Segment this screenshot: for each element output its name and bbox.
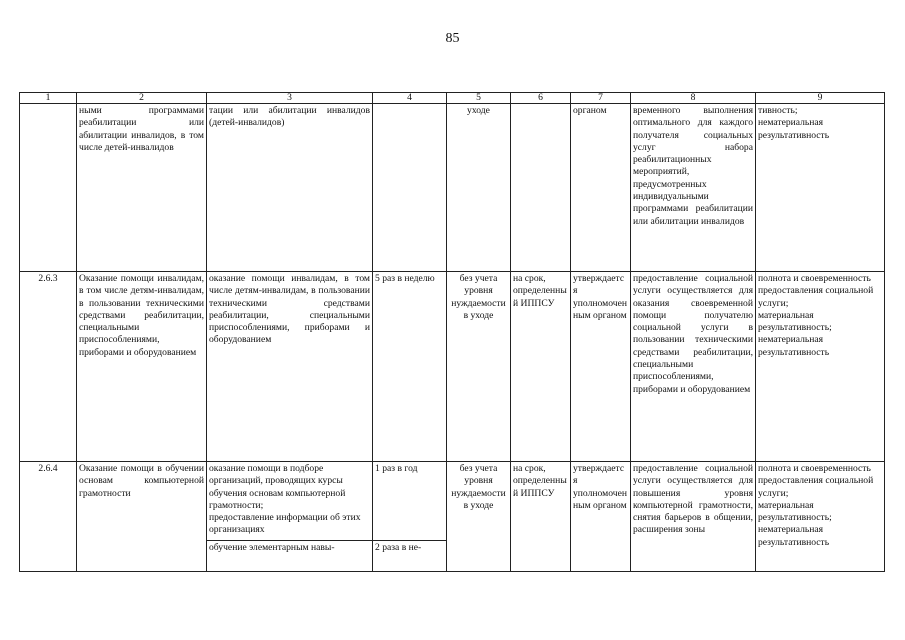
table-header-row (20, 93, 885, 104)
service-terms: уходе (447, 104, 511, 272)
service-quality: тивность; нематериальная результативность (756, 104, 885, 272)
service-frequency (373, 104, 447, 272)
service-period (511, 104, 571, 272)
column-header: 6 (511, 93, 571, 104)
column-header: 8 (631, 93, 756, 104)
column-header: 4 (373, 93, 447, 104)
service-quality: полнота и своевременность предоставления социальной услуги; материальная результативность; нематериальная результативность (756, 462, 885, 572)
table-row (20, 104, 885, 272)
service-content-cell (207, 462, 373, 572)
row-number: 2.6.4 (20, 462, 77, 572)
service-approval: утверждается уполномоченным органом (571, 272, 631, 462)
column-header: 5 (447, 93, 511, 104)
row-number (20, 104, 77, 272)
service-frequency-cell (373, 462, 447, 572)
service-quality: полнота и своевременность предоставления социальной услуги; материальная результативность; нематериальная результативность (756, 272, 885, 462)
column-header: 9 (756, 93, 885, 104)
service-frequency: 5 раз в неделю (373, 272, 447, 462)
service-name: Оказание помощи в обучении основам компьютерной грамотности (77, 462, 207, 572)
service-content: оказание помощи в подборе организаций, проводящих курсы обучения основам компьютерной грамотности; предоставление информации об этих организациях (209, 463, 361, 536)
service-period: на срок, определенный ИППСУ (511, 272, 571, 462)
service-terms: без учета уровня нуждаемости в уходе (447, 272, 511, 462)
column-header: 3 (207, 93, 373, 104)
service-name: ными программами реабилитации или абилитации инвалидов, в том числе детей-инвалидов (77, 104, 207, 272)
service-content: тации или абилитации инвалидов (детей-инвалидов) (207, 104, 373, 272)
service-name: Оказание помощи инвалидам, в том числе детям-инвалидам, в пользовании техническими средствами реабилитации, специальными приспособлениями, приборами и оборудованием (77, 272, 207, 462)
service-terms: без учета уровня нуждаемости в уходе (447, 462, 511, 572)
service-content: оказание помощи инвалидам, в том числе детям-инвалидам, в пользовании техническими средствами реабилитации, специальными приспособлениями, приборами и оборудованием (207, 272, 373, 462)
service-approval: органом (571, 104, 631, 272)
table-row (20, 462, 885, 572)
services-table (19, 92, 885, 572)
service-conditions: временного выполнения оптимального для каждого получателя социальных услуг набора реабилитационных мероприятий, предусмотренных индивидуальными программами реабилитации или абилитации инвалидов (631, 104, 756, 272)
column-header: 7 (571, 93, 631, 104)
service-content-sub: обучение элементарным навы- (207, 540, 372, 554)
service-frequency-sub: 2 раза в не- (373, 540, 446, 554)
service-frequency: 1 раз в год (375, 463, 418, 474)
table-row (20, 272, 885, 462)
service-approval: утверждается уполномоченным органом (571, 462, 631, 572)
column-header: 2 (77, 93, 207, 104)
row-number: 2.6.3 (20, 272, 77, 462)
service-conditions: предоставление социальной услуги осуществляется для оказания своевременной помощи получателю социальной услуги в пользовании техническими средствами реабилитации, специальными приспособлениями, приборами и оборудованием (631, 272, 756, 462)
page-number: 85 (445, 31, 460, 46)
column-header: 1 (20, 93, 77, 104)
service-conditions: предоставление социальной услуги осуществляется для повышения уровня компьютерной грамотности, снятия барьеров в общении, расширения зоны (631, 462, 756, 572)
service-period: на срок, определенный ИППСУ (511, 462, 571, 572)
